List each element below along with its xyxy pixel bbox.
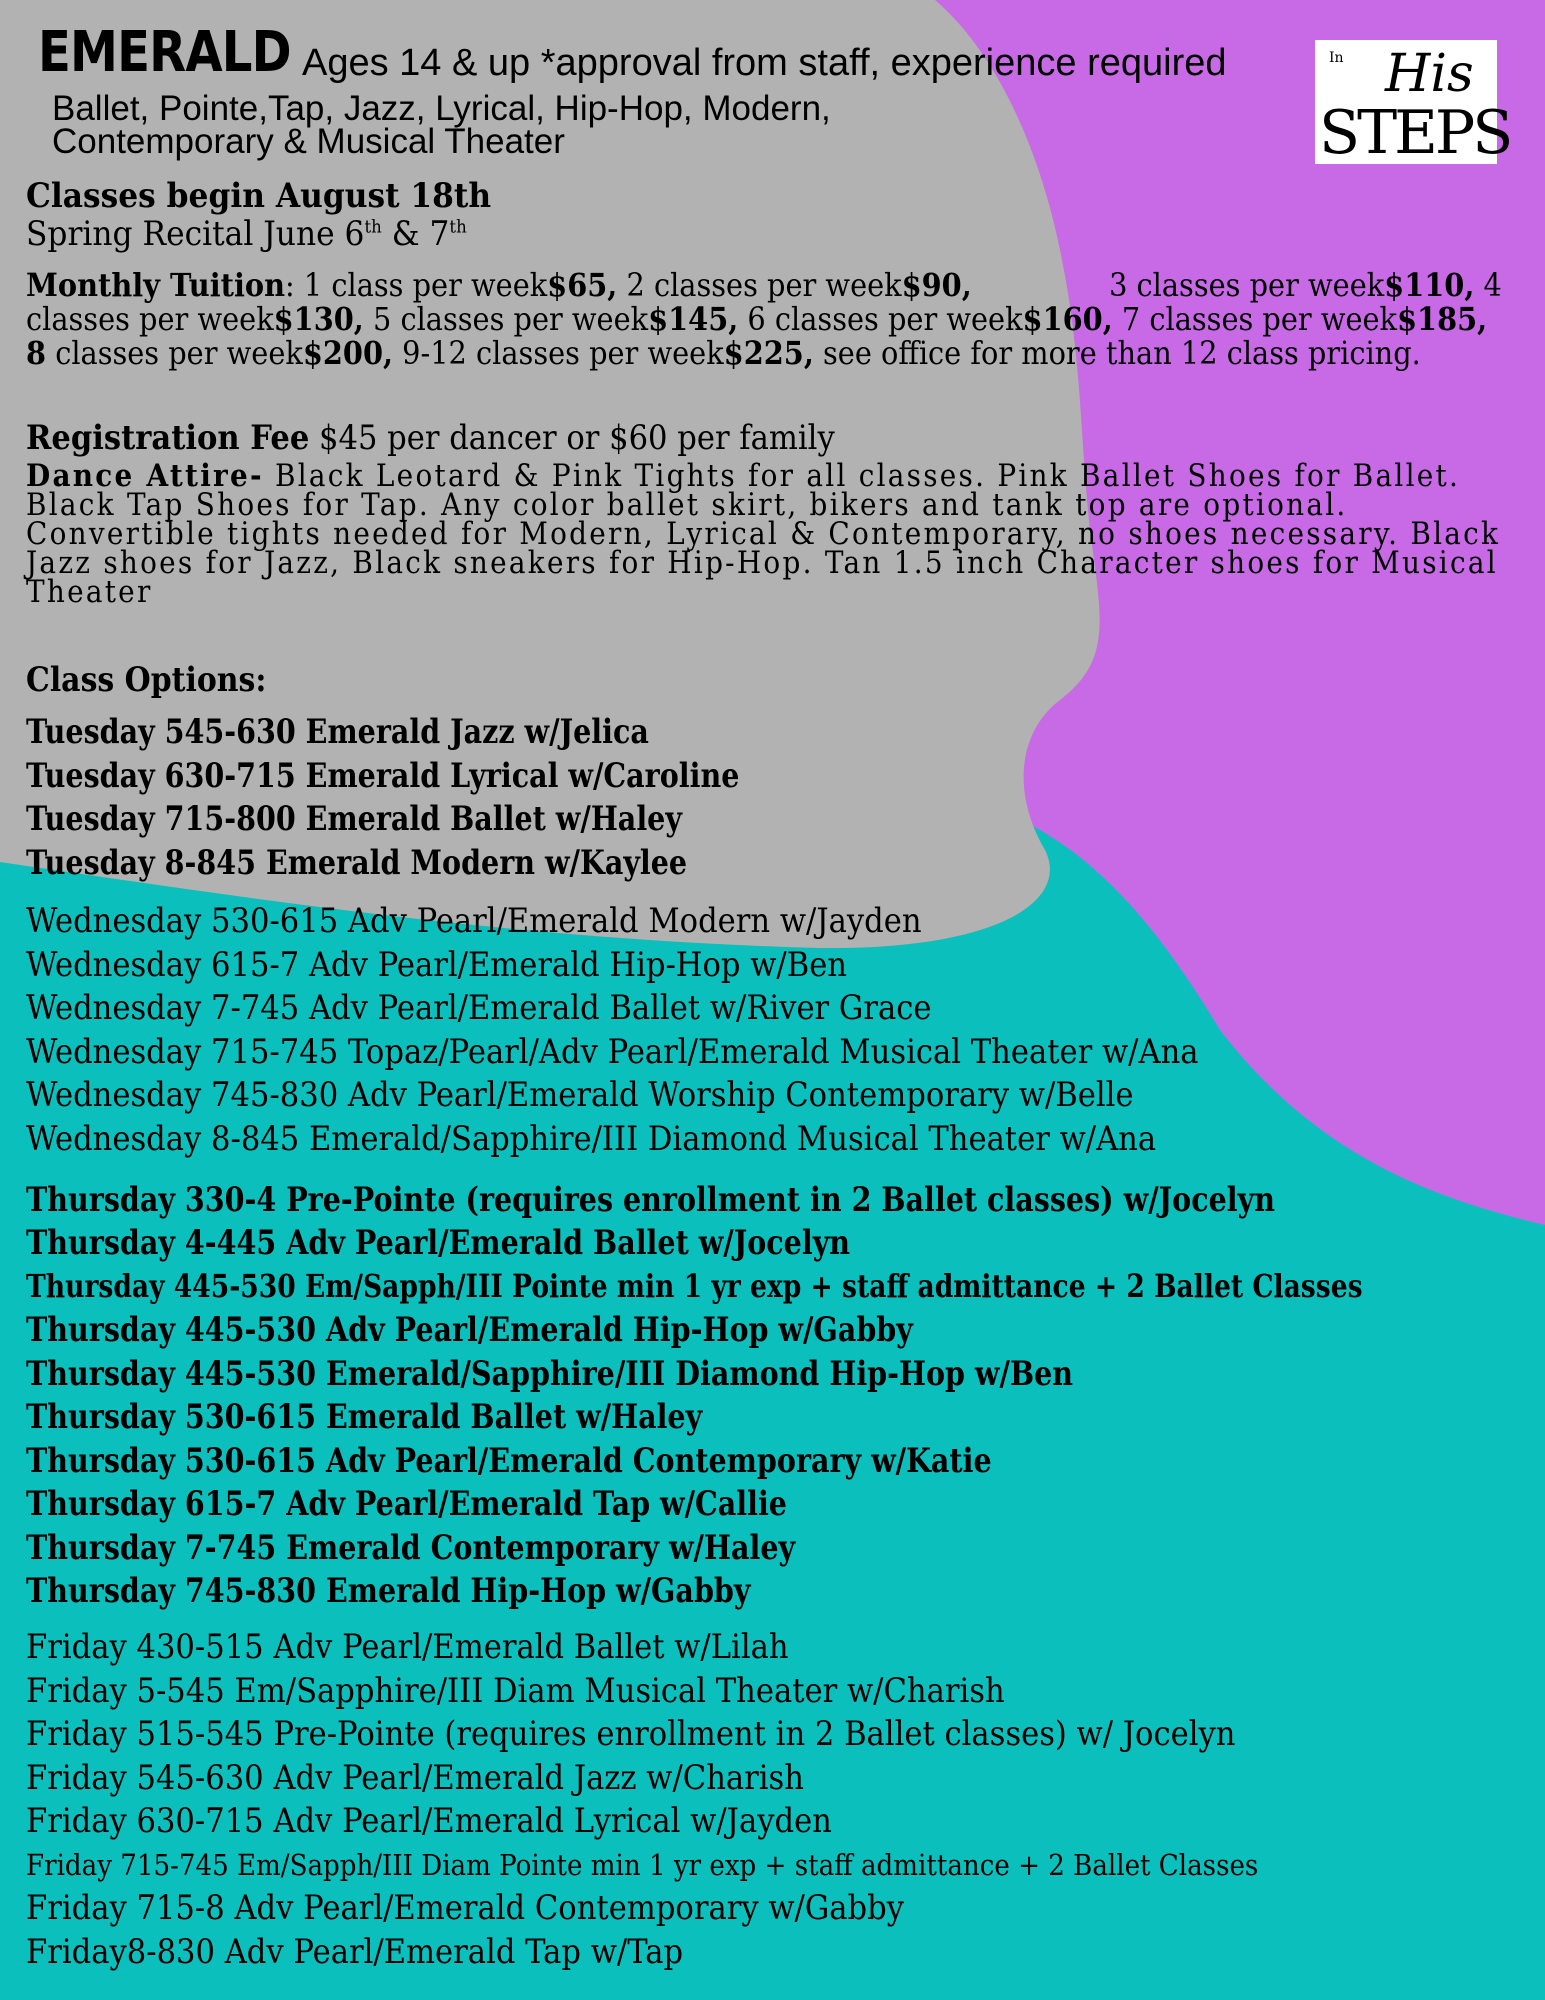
schedule-row-wednesday: Wednesday 530-615 Adv Pearl/Emerald Modern w/Jayden: [26, 901, 922, 941]
schedule-row-wednesday: Wednesday 8-845 Emerald/Sapphire/III Diamond Musical Theater w/Ana: [26, 1119, 1157, 1159]
tuition-label: Monthly Tuition: [26, 266, 286, 304]
tuition-price: $90,: [901, 266, 972, 304]
tuition-price: $160,: [1022, 300, 1113, 338]
monthly-tuition: Monthly Tuition: 1 class per week$65, 2 classes per week$90, 3 classes per week$110, 4 classes per week$130, 5 classes per week$145, 6 classes per week$160, 7 classes per week$185, 8 classes per week$200, 9-12 classes per week$225, see office for more than 12 class pricing.: [26, 266, 1502, 372]
brand-title: EMERALD: [38, 20, 291, 85]
schedule-row-friday: Friday 715-8 Adv Pearl/Emerald Contemporary w/Gabby: [26, 1888, 905, 1928]
tuition-price: $200,: [302, 334, 394, 372]
schedule-row-friday: Friday 630-715 Adv Pearl/Emerald Lyrical w/Jayden: [26, 1801, 832, 1841]
recital-sup-2: th: [449, 216, 467, 238]
schedule-row-tuesday: Tuesday 545-630 Emerald Jazz w/Jelica: [26, 712, 649, 752]
schedule-row-friday: Friday8-830 Adv Pearl/Emerald Tap w/Tap: [26, 1932, 684, 1972]
tuition-price: $225,: [723, 334, 814, 372]
tuition-text: 7 classes per week: [1112, 300, 1398, 338]
recital-sup-1: th: [364, 216, 382, 238]
schedule-row-wednesday: Wednesday 745-830 Adv Pearl/Emerald Worship Contemporary w/Belle: [26, 1075, 1134, 1115]
schedule-row-thursday: Thursday 445-530 Adv Pearl/Emerald Hip-Hop w/Gabby: [26, 1310, 913, 1350]
ages-requirement: Ages 14 & up *approval from staff, experience required: [302, 42, 1227, 84]
schedule-row-thursday: Thursday 4-445 Adv Pearl/Emerald Ballet w/Jocelyn: [26, 1223, 851, 1263]
schedule-row-thursday: Thursday 615-7 Adv Pearl/Emerald Tap w/Callie: [26, 1484, 787, 1524]
dance-styles-line1: Ballet, Pointe,Tap, Jazz, Lyrical, Hip-Hop, Modern,: [52, 89, 831, 128]
logo-in-text: In: [1329, 50, 1344, 66]
schedule-row-thursday: Thursday 745-830 Emerald Hip-Hop w/Gabby: [26, 1571, 751, 1611]
tuition-text: 3 classes per week: [1109, 266, 1385, 304]
schedule-row-friday: Friday 545-630 Adv Pearl/Emerald Jazz w/Charish: [26, 1758, 804, 1798]
schedule-row-thursday: Thursday 445-530 Emerald/Sapphire/III Diamond Hip-Hop w/Ben: [26, 1354, 1074, 1394]
dance-attire: [26, 458, 1502, 610]
recital-text-2: & 7: [381, 214, 450, 254]
registration-fee: [26, 418, 835, 458]
recital-text: Spring Recital June 6: [26, 214, 365, 254]
classes-begin: Classes begin August 18th: [26, 176, 492, 216]
class-options-title: Class Options:: [26, 660, 267, 700]
dance-styles-line2: Contemporary & Musical Theater: [52, 122, 565, 161]
logo-his-text: His: [1385, 44, 1474, 104]
schedule-row-wednesday: Wednesday 7-745 Adv Pearl/Emerald Ballet w/River Grace: [26, 988, 932, 1028]
schedule-row-tuesday: Tuesday 8-845 Emerald Modern w/Kaylee: [26, 843, 688, 883]
tuition-text: 2 classes per week: [617, 266, 902, 304]
dance-styles: [52, 89, 1012, 161]
logo-steps-text: STEPS: [1319, 98, 1511, 168]
tuition-price: $110,: [1384, 266, 1475, 304]
schedule-row-thursday: Thursday 445-530 Em/Sapph/III Pointe min 1 yr exp + staff admittance + 2 Ballet Classes: [26, 1267, 1363, 1305]
tuition-text: 9-12 classes per week: [393, 334, 724, 372]
schedule-row-thursday: Thursday 530-615 Emerald Ballet w/Haley: [26, 1397, 703, 1437]
schedule-row-friday: Friday 430-515 Adv Pearl/Emerald Ballet w/Lilah: [26, 1627, 789, 1667]
tuition-text: 1 class per week: [303, 266, 548, 304]
schedule-row-friday: Friday 715-745 Em/Sapph/III Diam Pointe min 1 yr exp + staff admittance + 2 Ballet Classes: [26, 1848, 1259, 1882]
schedule-row-tuesday: Tuesday 630-715 Emerald Lyrical w/Caroline: [26, 756, 740, 796]
schedule-row-thursday: Thursday 530-615 Adv Pearl/Emerald Contemporary w/Katie: [26, 1441, 992, 1481]
tuition-text: 5 classes per week: [363, 300, 649, 338]
schedule-row-wednesday: Wednesday 715-745 Topaz/Pearl/Adv Pearl/Emerald Musical Theater w/Ana: [26, 1032, 1199, 1072]
schedule-row-thursday: Thursday 7-745 Emerald Contemporary w/Haley: [26, 1528, 796, 1568]
tuition-text: 6 classes per week: [738, 300, 1023, 338]
in-his-steps-logo: [1315, 40, 1511, 168]
schedule-row-tuesday: Tuesday 715-800 Emerald Ballet w/Haley: [26, 799, 682, 839]
tuition-price: $185, 8: [26, 300, 1488, 372]
attire-text: Black Leotard & Pink Tights for all classes. Pink Ballet Shoes for Ballet. Black Tap Shoes for Tap. Any color ballet skirt, bikers and tank top are optional. Convertible tights needed for Modern, Lyrical & Contemporary, no shoes necessary. Black Jazz shoes for Jazz, Black sneakers for Hip-Hop. Tan 1.5 inch Character shoes for Musical Theater: [26, 458, 1501, 610]
tuition-price: $65,: [547, 266, 618, 304]
tuition-text: 4 classes per week: [26, 266, 1502, 338]
tuition-price: $145,: [648, 300, 739, 338]
spring-recital: [26, 214, 467, 254]
attire-label: Dance Attire-: [26, 458, 264, 494]
registration-text: $45 per dancer or $60 per family: [309, 418, 835, 458]
tuition-text: classes per week: [46, 334, 303, 372]
schedule-row-friday: Friday 5-545 Em/Sapphire/III Diam Musical Theater w/Charish: [26, 1671, 1005, 1711]
tuition-text: see office for more than 12 class pricing.: [813, 334, 1421, 372]
schedule-row-thursday: Thursday 330-4 Pre-Pointe (requires enrollment in 2 Ballet classes) w/Jocelyn: [26, 1180, 1275, 1220]
schedule-row-wednesday: Wednesday 615-7 Adv Pearl/Emerald Hip-Hop w/Ben: [26, 945, 848, 985]
tuition-price: $130,: [273, 300, 364, 338]
registration-label: Registration Fee: [26, 418, 310, 458]
schedule-row-friday: Friday 515-545 Pre-Pointe (requires enrollment in 2 Ballet classes) w/ Jocelyn: [26, 1714, 1236, 1754]
